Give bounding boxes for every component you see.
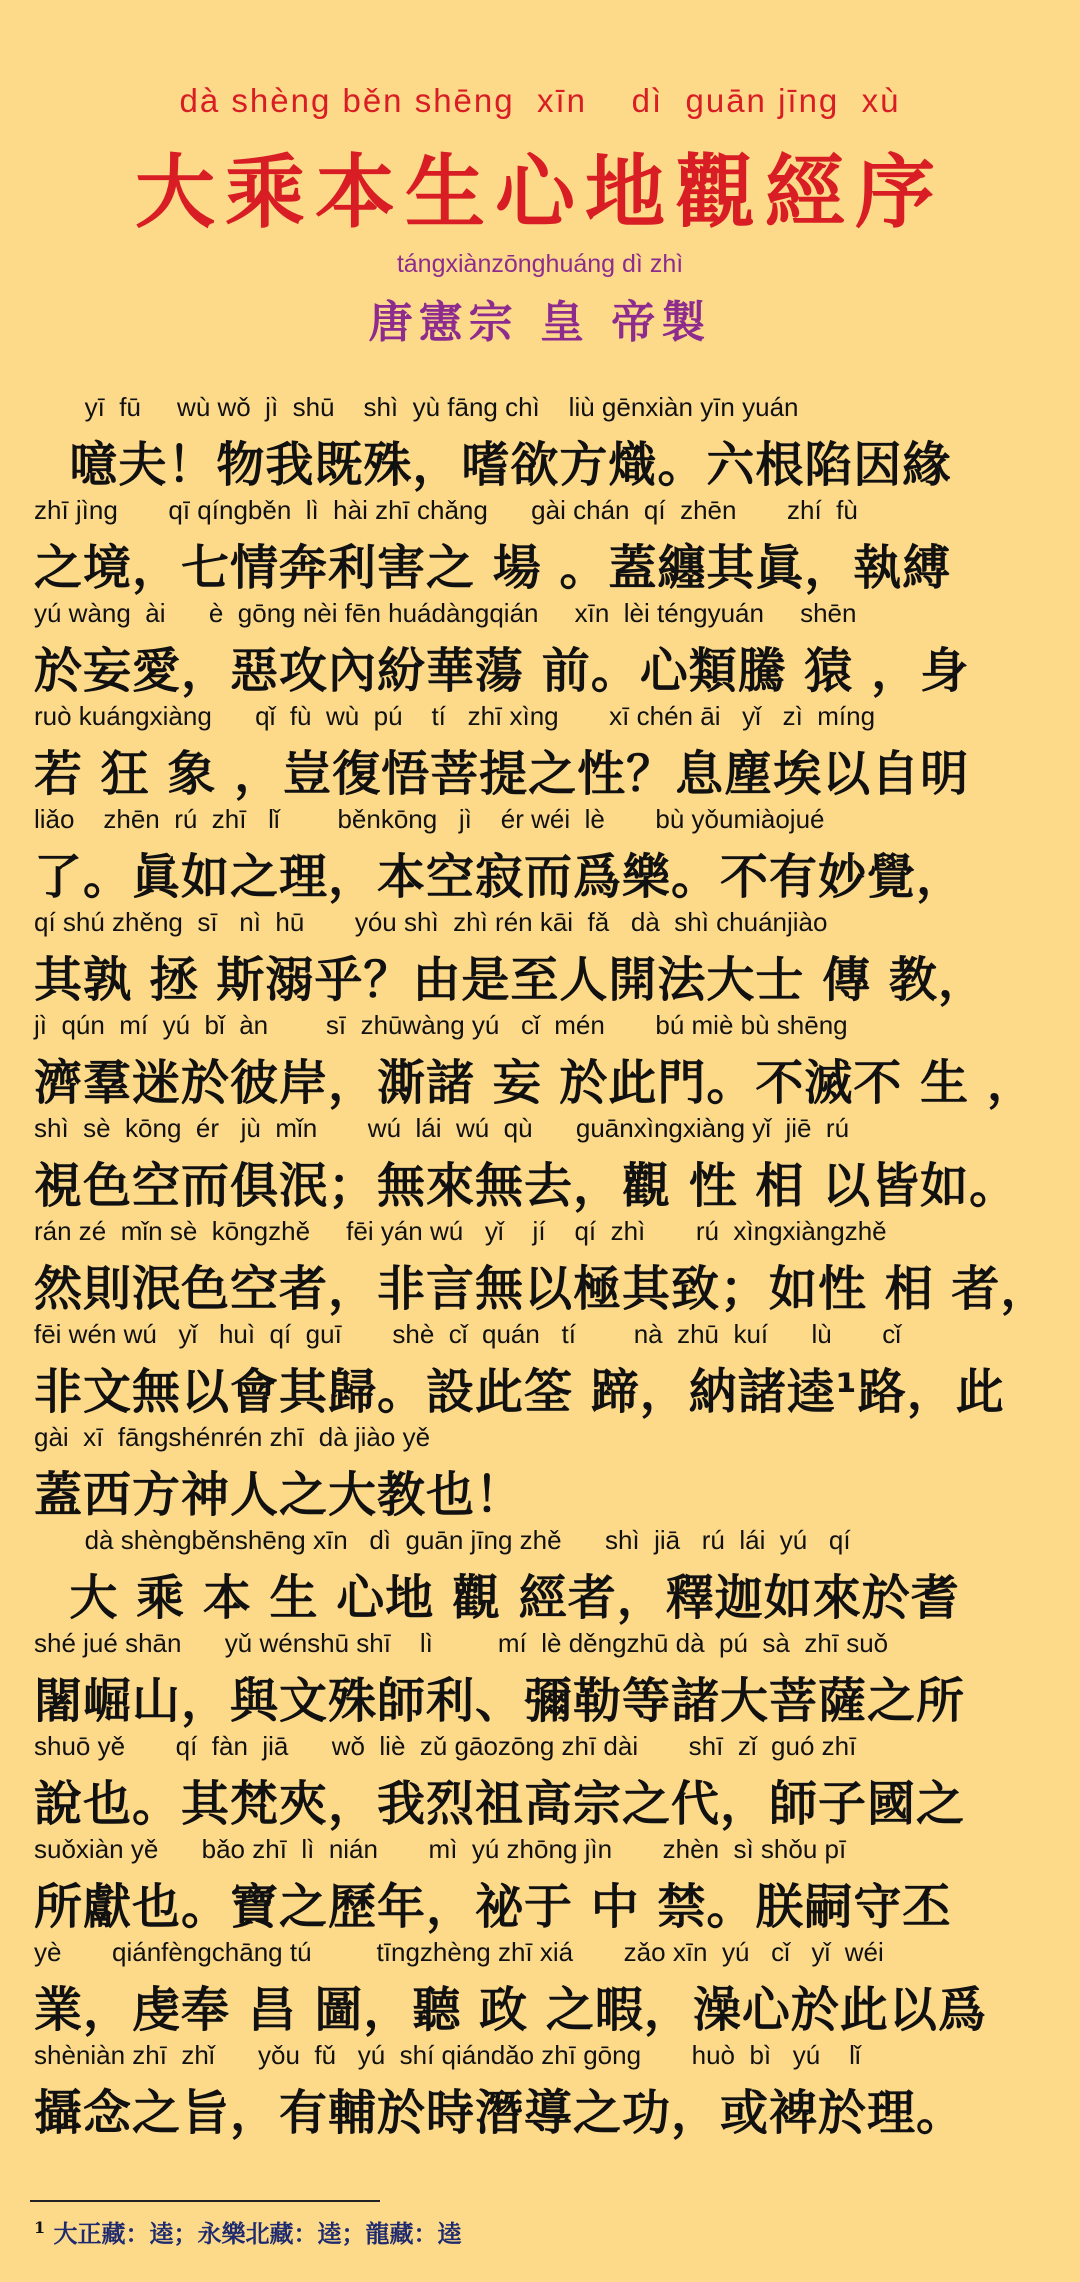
hanzi-line: 所獻也。寶之歷年，祕于 中 禁。朕嗣守丕: [34, 1879, 952, 1935]
text-line: [34, 1937, 1046, 2040]
scripture-body: [34, 392, 1050, 2143]
hanzi-line: 然則泯色空者，非言無以極其致；如性 相 者，: [34, 1261, 1050, 1317]
text-line: [34, 701, 1046, 804]
hanzi-line: 攝念之旨，有輔於時潛導之功，或裨於理。: [34, 2085, 966, 2141]
hanzi-line: 於妄愛，惡攻內紛華蕩 前。心類騰 猿 ，身: [34, 643, 970, 699]
text-line: [34, 907, 1046, 1010]
hanzi-line: 若 狂 象 ，豈復悟菩提之性？息塵埃以自明: [34, 746, 970, 802]
hanzi-line: 大 乘 本 生 心地 觀 經者，釋迦如來於耆: [34, 1570, 960, 1626]
hanzi-line: 說也。其梵夾，我烈祖高宗之代，師子國之: [34, 1776, 966, 1832]
pinyin-line: yè qiánfèngchāng tú tīngzhèng zhī xiá zǎo xīn yú cǐ yǐ wéi: [34, 1937, 884, 1967]
pinyin-line: fēi wén wú yǐ huì qí guī shè cǐ quán tí nà zhū kuí lù cǐ: [34, 1319, 902, 1349]
pinyin-line: qí shú zhěng sī nì hū yóu shì zhì rén kāi fǎ dà shì chuánjiào: [34, 907, 828, 937]
hanzi-line: 視色空而俱泯；無來無去，觀 性 相 以皆如。: [34, 1158, 1019, 1214]
pinyin-line: shì sè kōng ér jù mǐn wú lái wú qù guānxìngxiàng yǐ jiē rú: [34, 1113, 850, 1143]
pinyin-line: rán zé mǐn sè kōngzhě fēi yán wú yǐ jí qí zhì rú xìngxiàngzhě: [34, 1216, 887, 1246]
hanzi-line: 蓋西方神人之大教也！: [34, 1467, 525, 1523]
text-line: [34, 1319, 1046, 1422]
text-line: [34, 1731, 1046, 1834]
pinyin-line: gài xī fāngshénrén zhī dà jiào yě: [34, 1422, 431, 1452]
text-line: [34, 1525, 1046, 1628]
author-line: 唐憲宗 皇 帝製: [368, 297, 712, 348]
page-title: 大乘本生心地觀經序: [135, 146, 945, 239]
pinyin-line: jì qún mí yú bǐ àn sī zhūwàng yú cǐ mén bú miè bù shēng: [34, 1010, 848, 1040]
text-line: [34, 598, 1046, 701]
text-line: [34, 1834, 1046, 1937]
pinyin-line: yú wàng ài è gōng nèi fēn huádàngqián xīn lèi téngyuán shēn: [34, 598, 857, 628]
text-line: [34, 1113, 1046, 1216]
footnote-divider: [30, 2200, 380, 2202]
hanzi-line: 業，虔奉 昌 圖，聽 政 之暇，澡心於此以爲: [34, 1982, 987, 2038]
title-pinyin: dà shèng běn shēng xīn dì guān jīng xù: [179, 82, 901, 119]
text-line: [34, 495, 1046, 598]
pinyin-line: ruò kuángxiàng qǐ fù wù pú tí zhī xìng xī chén āi yǐ zì míng: [34, 701, 876, 731]
pinyin-line: yī fū wù wǒ jì shū shì yù fāng chì liù gēnxiàn yīn yuán: [34, 392, 799, 422]
text-line: [34, 1216, 1050, 1319]
hanzi-line: 噫夫！物我既殊，嗜欲方熾。六根陷因緣: [34, 437, 952, 493]
hanzi-line: 濟羣迷於彼岸，澌諸 妄 於此門。不滅不 生 ，: [34, 1055, 1036, 1111]
text-line: [34, 392, 1046, 495]
footnote-text: 大正藏：逵；永樂北藏：逵；龍藏：逵: [53, 2219, 462, 2248]
footnote-marker: 1: [34, 2218, 46, 2237]
pinyin-line: shuō yě qí fàn jiā wǒ liè zǔ gāozōng zhī dài shī zǐ guó zhī: [34, 1731, 857, 1761]
author-pinyin: tángxiànzōnghuáng dì zhì: [396, 250, 684, 278]
pinyin-line: dà shèngběnshēng xīn dì guān jīng zhě shì jiā rú lái yú qí: [34, 1525, 851, 1555]
hanzi-line: 了。眞如之理，本空寂而爲樂。不有妙覺，: [34, 849, 966, 905]
text-line: [34, 2040, 1046, 2143]
footnote: [34, 2214, 462, 2249]
pinyin-line: liǎo zhēn rú zhī lǐ běnkōng jì ér wéi lè bù yǒumiàojué: [34, 804, 825, 834]
text-line: [34, 1010, 1046, 1113]
text-line: [34, 1422, 1046, 1525]
hanzi-line: 闍崛山，與文殊師利、彌勒等諸大菩薩之所: [34, 1673, 966, 1729]
pinyin-line: shèniàn zhī zhǐ yǒu fǔ yú shí qiándǎo zhī gōng huò bì yú lǐ: [34, 2040, 861, 2070]
text-line: [34, 804, 1046, 907]
text-line: [34, 1628, 1046, 1731]
hanzi-line: 非文無以會其歸。設此筌 蹄，納諸逵¹路，此: [34, 1364, 1005, 1420]
pinyin-line: zhī jìng qī qíngběn lì hài zhī chǎng gài chán qí zhēn zhí fù: [34, 495, 858, 525]
pinyin-line: suǒxiàn yě bǎo zhī lì nián mì yú zhōng jìn zhèn sì shǒu pī: [34, 1834, 847, 1864]
hanzi-line: 其孰 拯 斯溺乎？由是至人開法大士 傳 教，: [34, 952, 987, 1008]
hanzi-line: 之境，七情奔利害之 場 。蓋纏其眞，執縛: [34, 540, 952, 596]
pinyin-line: shé jué shān yǔ wénshū shī lì mí lè děngzhū dà pú sà zhī suǒ: [34, 1628, 889, 1658]
